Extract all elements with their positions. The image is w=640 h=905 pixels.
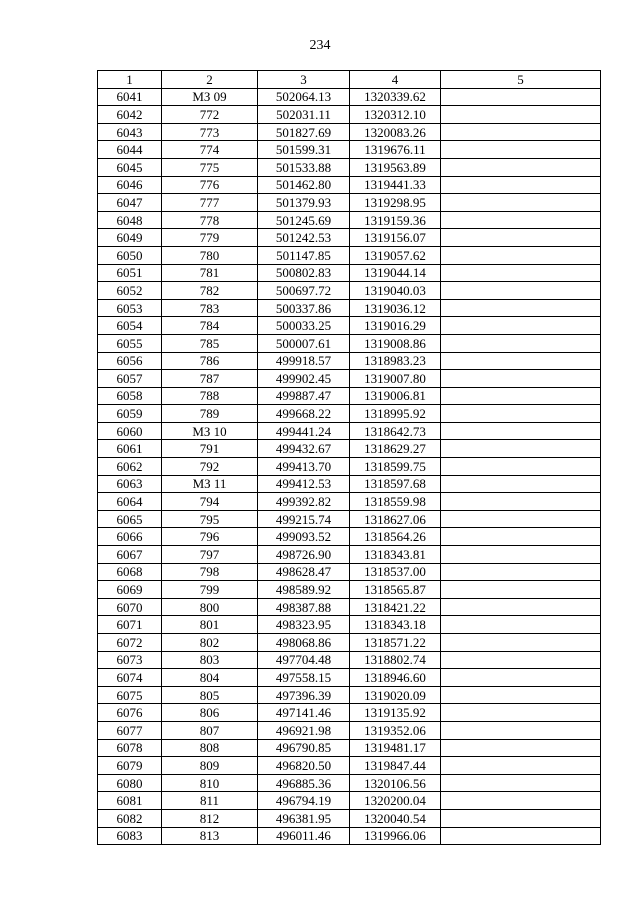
marker-cell: 775 [162,158,258,176]
note-cell [441,352,601,370]
marker-cell: МЗ 11 [162,475,258,493]
point-number-cell: 6052 [98,282,162,300]
y-coordinate-cell: 1319036.12 [350,299,441,317]
y-coordinate-cell: 1318597.68 [350,475,441,493]
point-number-cell: 6076 [98,704,162,722]
y-coordinate-cell: 1318343.81 [350,546,441,564]
note-cell [441,141,601,159]
y-coordinate-cell: 1318565.87 [350,581,441,599]
table-row [98,246,601,264]
table-row [98,176,601,194]
x-coordinate-cell: 498323.95 [258,616,350,634]
x-coordinate-cell: 501462.80 [258,176,350,194]
table-row [98,634,601,652]
y-coordinate-cell: 1319007.80 [350,370,441,388]
table-row [98,686,601,704]
x-coordinate-cell: 498726.90 [258,546,350,564]
y-coordinate-cell: 1320312.10 [350,106,441,124]
point-number-cell: 6065 [98,510,162,528]
note-cell [441,669,601,687]
marker-cell: 780 [162,246,258,264]
point-number-cell: 6077 [98,721,162,739]
note-cell [441,792,601,810]
x-coordinate-cell: 498068.86 [258,634,350,652]
y-coordinate-cell: 1319016.29 [350,317,441,335]
note-cell [441,475,601,493]
marker-cell: 789 [162,405,258,423]
note-cell [441,370,601,388]
point-number-cell: 6046 [98,176,162,194]
table-row [98,809,601,827]
note-cell [441,634,601,652]
y-coordinate-cell: 1319441.33 [350,176,441,194]
y-coordinate-cell: 1319020.09 [350,686,441,704]
x-coordinate-cell: 500697.72 [258,282,350,300]
table-row [98,704,601,722]
x-coordinate-cell: 498628.47 [258,563,350,581]
note-cell [441,405,601,423]
y-coordinate-cell: 1319676.11 [350,141,441,159]
table-row [98,352,601,370]
x-coordinate-cell: 496790.85 [258,739,350,757]
x-coordinate-cell: 497396.39 [258,686,350,704]
note-cell [441,809,601,827]
note-cell [441,264,601,282]
y-coordinate-cell: 1318627.06 [350,510,441,528]
table-row [98,721,601,739]
marker-cell: 802 [162,634,258,652]
note-cell [441,686,601,704]
note-cell [441,510,601,528]
table-row [98,405,601,423]
marker-cell: 800 [162,598,258,616]
x-coordinate-cell: 501533.88 [258,158,350,176]
marker-cell: 772 [162,106,258,124]
y-coordinate-cell: 1319156.07 [350,229,441,247]
point-number-cell: 6050 [98,246,162,264]
x-coordinate-cell: 498589.92 [258,581,350,599]
table-row [98,317,601,335]
point-number-cell: 6051 [98,264,162,282]
y-coordinate-cell: 1318559.98 [350,493,441,511]
point-number-cell: 6081 [98,792,162,810]
note-cell [441,546,601,564]
table-row [98,458,601,476]
x-coordinate-cell: 499215.74 [258,510,350,528]
table-row [98,229,601,247]
point-number-cell: 6078 [98,739,162,757]
x-coordinate-cell: 498387.88 [258,598,350,616]
note-cell [441,317,601,335]
x-coordinate-cell: 497141.46 [258,704,350,722]
x-coordinate-cell: 497558.15 [258,669,350,687]
marker-cell: 787 [162,370,258,388]
y-coordinate-cell: 1319481.17 [350,739,441,757]
y-coordinate-cell: 1319135.92 [350,704,441,722]
marker-cell: 779 [162,229,258,247]
table-row [98,546,601,564]
marker-cell: 808 [162,739,258,757]
note-cell [441,563,601,581]
marker-cell: 782 [162,282,258,300]
y-coordinate-cell: 1319044.14 [350,264,441,282]
y-coordinate-cell: 1318343.18 [350,616,441,634]
table-row [98,211,601,229]
marker-cell: 774 [162,141,258,159]
note-cell [441,704,601,722]
column-header-5: 5 [441,71,601,89]
y-coordinate-cell: 1318802.74 [350,651,441,669]
x-coordinate-cell: 499392.82 [258,493,350,511]
point-number-cell: 6080 [98,774,162,792]
y-coordinate-cell: 1320040.54 [350,809,441,827]
x-coordinate-cell: 499093.52 [258,528,350,546]
note-cell [441,581,601,599]
x-coordinate-cell: 496011.46 [258,827,350,845]
y-coordinate-cell: 1319298.95 [350,194,441,212]
y-coordinate-cell: 1319352.06 [350,721,441,739]
note-cell [441,757,601,775]
y-coordinate-cell: 1318571.22 [350,634,441,652]
note-cell [441,106,601,124]
y-coordinate-cell: 1318599.75 [350,458,441,476]
point-number-cell: 6072 [98,634,162,652]
marker-cell: 795 [162,510,258,528]
point-number-cell: 6071 [98,616,162,634]
table-row [98,88,601,106]
note-cell [441,387,601,405]
table-row [98,739,601,757]
point-number-cell: 6045 [98,158,162,176]
point-number-cell: 6049 [98,229,162,247]
note-cell [441,282,601,300]
marker-cell: 811 [162,792,258,810]
table-row [98,158,601,176]
table-row [98,757,601,775]
y-coordinate-cell: 1320200.04 [350,792,441,810]
table-row [98,334,601,352]
marker-cell: 778 [162,211,258,229]
table-row [98,264,601,282]
y-coordinate-cell: 1319159.36 [350,211,441,229]
marker-cell: 781 [162,264,258,282]
note-cell [441,299,601,317]
x-coordinate-cell: 496381.95 [258,809,350,827]
point-number-cell: 6069 [98,581,162,599]
y-coordinate-cell: 1320106.56 [350,774,441,792]
table-body [98,88,601,845]
y-coordinate-cell: 1318537.00 [350,563,441,581]
point-number-cell: 6067 [98,546,162,564]
table-row [98,440,601,458]
point-number-cell: 6058 [98,387,162,405]
header-row [98,71,601,89]
marker-cell: 803 [162,651,258,669]
column-header-1: 1 [98,71,162,89]
marker-cell: 805 [162,686,258,704]
x-coordinate-cell: 499668.22 [258,405,350,423]
x-coordinate-cell: 501827.69 [258,123,350,141]
point-number-cell: 6064 [98,493,162,511]
point-number-cell: 6066 [98,528,162,546]
x-coordinate-cell: 499432.67 [258,440,350,458]
table-row [98,528,601,546]
y-coordinate-cell: 1318946.60 [350,669,441,687]
x-coordinate-cell: 502064.13 [258,88,350,106]
point-number-cell: 6068 [98,563,162,581]
x-coordinate-cell: 501245.69 [258,211,350,229]
table-row [98,282,601,300]
y-coordinate-cell: 1320339.62 [350,88,441,106]
y-coordinate-cell: 1319057.62 [350,246,441,264]
note-cell [441,598,601,616]
note-cell [441,246,601,264]
point-number-cell: 6042 [98,106,162,124]
point-number-cell: 6057 [98,370,162,388]
marker-cell: 798 [162,563,258,581]
note-cell [441,493,601,511]
x-coordinate-cell: 500337.86 [258,299,350,317]
table-row [98,123,601,141]
marker-cell: 801 [162,616,258,634]
table-row [98,493,601,511]
note-cell [441,458,601,476]
table-row [98,194,601,212]
point-number-cell: 6075 [98,686,162,704]
marker-cell: 807 [162,721,258,739]
x-coordinate-cell: 501242.53 [258,229,350,247]
marker-cell: 797 [162,546,258,564]
note-cell [441,194,601,212]
table-header [98,71,601,89]
x-coordinate-cell: 501147.85 [258,246,350,264]
point-number-cell: 6048 [98,211,162,229]
point-number-cell: 6082 [98,809,162,827]
note-cell [441,211,601,229]
marker-cell: 784 [162,317,258,335]
marker-cell: 786 [162,352,258,370]
marker-cell: 792 [162,458,258,476]
marker-cell: МЗ 10 [162,422,258,440]
marker-cell: 788 [162,387,258,405]
marker-cell: 796 [162,528,258,546]
marker-cell: 777 [162,194,258,212]
note-cell [441,528,601,546]
coordinates-table [97,70,601,845]
table-row [98,106,601,124]
marker-cell: 804 [162,669,258,687]
note-cell [441,651,601,669]
x-coordinate-cell: 499887.47 [258,387,350,405]
note-cell [441,334,601,352]
point-number-cell: 6053 [98,299,162,317]
table-row [98,669,601,687]
note-cell [441,176,601,194]
y-coordinate-cell: 1319006.81 [350,387,441,405]
note-cell [441,422,601,440]
table-row [98,792,601,810]
y-coordinate-cell: 1318983.23 [350,352,441,370]
x-coordinate-cell: 496794.19 [258,792,350,810]
point-number-cell: 6073 [98,651,162,669]
marker-cell: 809 [162,757,258,775]
note-cell [441,440,601,458]
y-coordinate-cell: 1318642.73 [350,422,441,440]
x-coordinate-cell: 500033.25 [258,317,350,335]
column-header-4: 4 [350,71,441,89]
point-number-cell: 6056 [98,352,162,370]
table-row [98,598,601,616]
y-coordinate-cell: 1319008.86 [350,334,441,352]
x-coordinate-cell: 500802.83 [258,264,350,282]
y-coordinate-cell: 1318629.27 [350,440,441,458]
marker-cell: 783 [162,299,258,317]
y-coordinate-cell: 1319966.06 [350,827,441,845]
x-coordinate-cell: 496921.98 [258,721,350,739]
note-cell [441,229,601,247]
point-number-cell: 6059 [98,405,162,423]
point-number-cell: 6070 [98,598,162,616]
y-coordinate-cell: 1320083.26 [350,123,441,141]
x-coordinate-cell: 499412.53 [258,475,350,493]
x-coordinate-cell: 496820.50 [258,757,350,775]
x-coordinate-cell: 499441.24 [258,422,350,440]
marker-cell: 799 [162,581,258,599]
page-number: 234 [309,38,331,53]
y-coordinate-cell: 1319847.44 [350,757,441,775]
point-number-cell: 6060 [98,422,162,440]
table-row [98,581,601,599]
table-row [98,299,601,317]
table-row [98,141,601,159]
x-coordinate-cell: 497704.48 [258,651,350,669]
note-cell [441,123,601,141]
table-row [98,774,601,792]
note-cell [441,721,601,739]
x-coordinate-cell: 499902.45 [258,370,350,388]
table-row [98,827,601,845]
note-cell [441,739,601,757]
table-row [98,370,601,388]
table-row [98,422,601,440]
y-coordinate-cell: 1318564.26 [350,528,441,546]
marker-cell: 806 [162,704,258,722]
y-coordinate-cell: 1318421.22 [350,598,441,616]
marker-cell: 794 [162,493,258,511]
point-number-cell: 6055 [98,334,162,352]
table-row [98,563,601,581]
point-number-cell: 6079 [98,757,162,775]
marker-cell: 791 [162,440,258,458]
marker-cell: 776 [162,176,258,194]
marker-cell: 813 [162,827,258,845]
x-coordinate-cell: 501599.31 [258,141,350,159]
point-number-cell: 6063 [98,475,162,493]
y-coordinate-cell: 1319040.03 [350,282,441,300]
note-cell [441,774,601,792]
point-number-cell: 6044 [98,141,162,159]
table-row [98,616,601,634]
note-cell [441,616,601,634]
x-coordinate-cell: 500007.61 [258,334,350,352]
point-number-cell: 6074 [98,669,162,687]
marker-cell: 812 [162,809,258,827]
table-row [98,651,601,669]
marker-cell: 773 [162,123,258,141]
x-coordinate-cell: 502031.11 [258,106,350,124]
x-coordinate-cell: 499918.57 [258,352,350,370]
table-row [98,510,601,528]
y-coordinate-cell: 1318995.92 [350,405,441,423]
x-coordinate-cell: 501379.93 [258,194,350,212]
marker-cell: МЗ 09 [162,88,258,106]
point-number-cell: 6041 [98,88,162,106]
point-number-cell: 6061 [98,440,162,458]
column-header-3: 3 [258,71,350,89]
note-cell [441,827,601,845]
point-number-cell: 6054 [98,317,162,335]
marker-cell: 785 [162,334,258,352]
point-number-cell: 6062 [98,458,162,476]
column-header-2: 2 [162,71,258,89]
marker-cell: 810 [162,774,258,792]
point-number-cell: 6047 [98,194,162,212]
note-cell [441,158,601,176]
point-number-cell: 6043 [98,123,162,141]
table-row [98,387,601,405]
point-number-cell: 6083 [98,827,162,845]
note-cell [441,88,601,106]
x-coordinate-cell: 496885.36 [258,774,350,792]
table-row [98,475,601,493]
x-coordinate-cell: 499413.70 [258,458,350,476]
y-coordinate-cell: 1319563.89 [350,158,441,176]
